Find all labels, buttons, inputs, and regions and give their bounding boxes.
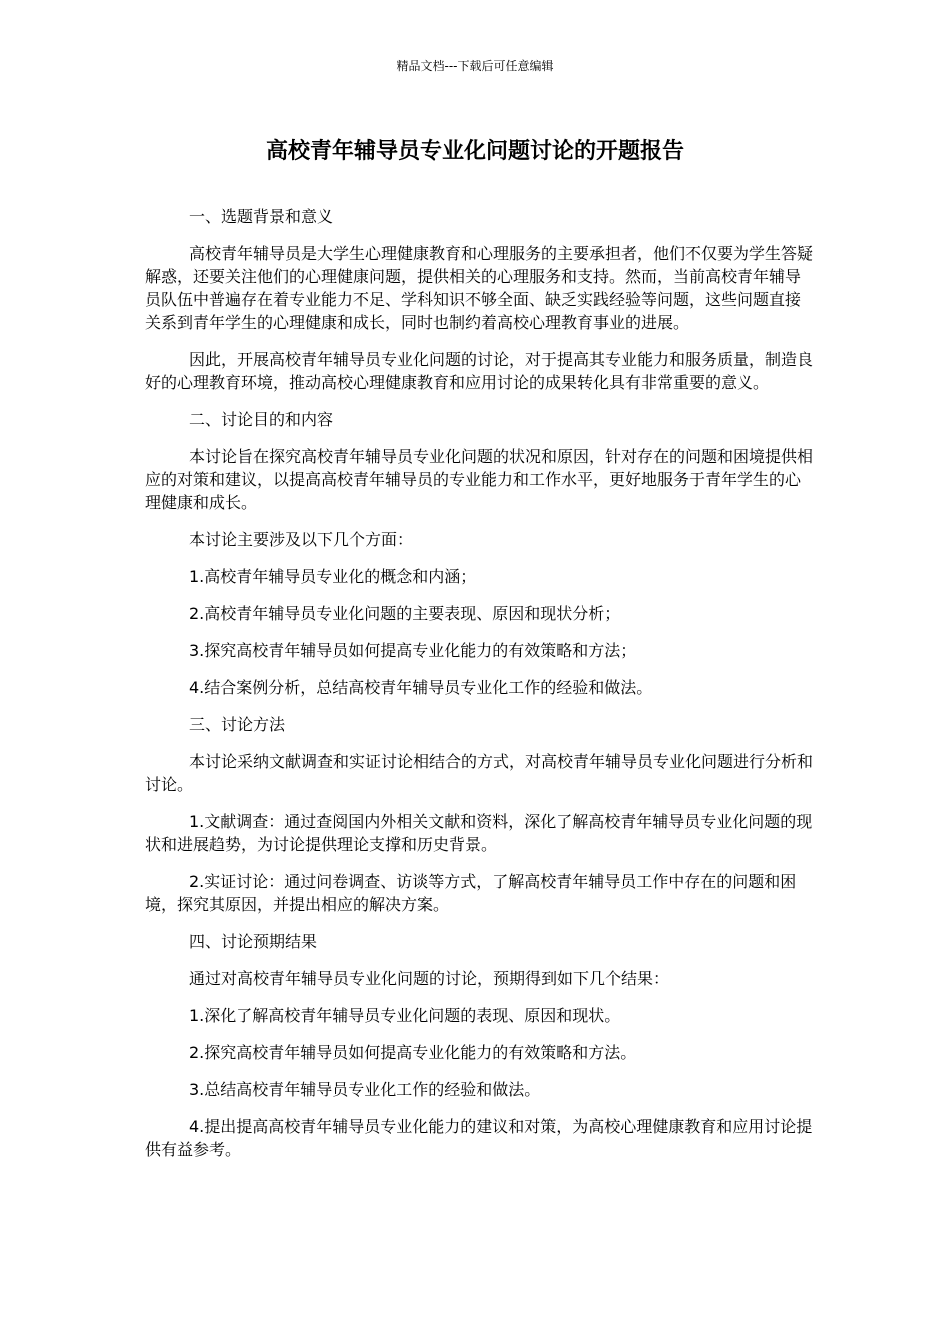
section-heading-objectives: 二、讨论目的和内容 xyxy=(189,410,334,429)
section-heading-methods: 三、讨论方法 xyxy=(189,715,286,734)
section-heading-results: 四、讨论预期结果 xyxy=(189,932,318,951)
document-body xyxy=(145,205,813,1175)
paragraph-objectives: 本讨论旨在探究高校青年辅导员专业化问题的状况和原因，针对存在的问题和困境提供相应的对策和建议，以提高高校青年辅导员的专业能力和工作水平，更好地服务于青年学生的心理健康和成长。 xyxy=(145,447,814,512)
paragraph-aspects-intro: 本讨论主要涉及以下几个方面： xyxy=(189,530,414,549)
list-item-aspect-1: 1.高校青年辅导员专业化的概念和内涵； xyxy=(189,567,477,586)
paragraph-results-intro: 通过对高校青年辅导员专业化问题的讨论，预期得到如下几个结果： xyxy=(189,969,670,988)
paragraph-significance: 因此，开展高校青年辅导员专业化问题的讨论，对于提高其专业能力和服务质量，制造良好的心理教育环境，推动高校心理健康教育和应用讨论的成果转化具有非常重要的意义。 xyxy=(145,350,814,392)
list-item-result-3: 3.总结高校青年辅导员专业化工作的经验和做法。 xyxy=(189,1080,541,1099)
page-header-note: 精品文档---下载后可任意编辑 xyxy=(396,59,554,73)
paragraph-methods: 本讨论采纳文献调查和实证讨论相结合的方式，对高校青年辅导员专业化问题进行分析和讨论。 xyxy=(145,752,814,794)
document-title: 高校青年辅导员专业化问题讨论的开题报告 xyxy=(265,139,684,164)
list-item-method-2: 2.实证讨论：通过问卷调查、访谈等方式，了解高校青年辅导员工作中存在的问题和困境，探究其原因，并提出相应的解决方案。 xyxy=(145,872,797,914)
list-item-aspect-2: 2.高校青年辅导员专业化问题的主要表现、原因和现状分析； xyxy=(189,604,621,623)
section-heading-background: 一、选题背景和意义 xyxy=(189,207,334,226)
list-item-result-1: 1.深化了解高校青年辅导员专业化问题的表现、原因和现状。 xyxy=(189,1006,621,1025)
list-item-method-1: 1.文献调查：通过查阅国内外相关文献和资料，深化了解高校青年辅导员专业化问题的现状和进展趋势，为讨论提供理论支撑和历史背景。 xyxy=(145,812,813,854)
list-item-result-4: 4.提出提高高校青年辅导员专业化能力的建议和对策，为高校心理健康教育和应用讨论提供有益参考。 xyxy=(145,1117,813,1159)
list-item-aspect-4: 4.结合案例分析，总结高校青年辅导员专业化工作的经验和做法。 xyxy=(189,678,653,697)
paragraph-background: 高校青年辅导员是大学生心理健康教育和心理服务的主要承担者，他们不仅要为学生答疑解惑，还要关注他们的心理健康问题，提供相关的心理服务和支持。然而，当前高校青年辅导员队伍中普遍存在着专业能力不足、学科知识不够全面、缺乏实践经验等问题，这些问题直接关系到青年学生的心理健康和成长，同时也制约着高校心理教育事业的进展。 xyxy=(145,244,814,332)
list-item-aspect-3: 3.探究高校青年辅导员如何提高专业化能力的有效策略和方法； xyxy=(189,641,637,660)
list-item-result-2: 2.探究高校青年辅导员如何提高专业化能力的有效策略和方法。 xyxy=(189,1043,637,1062)
